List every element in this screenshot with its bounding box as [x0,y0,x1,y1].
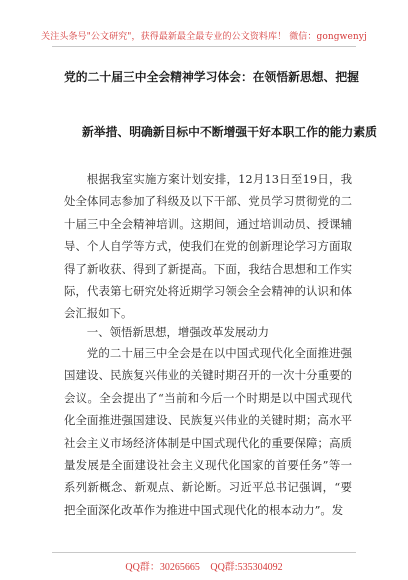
footer-divider [52,552,356,553]
body-paragraph-2: 党的二十届三中全会是在以中国式现代化全面推进强国建设、民族复兴伟业的关键时期召开的一次十分重要的会议。全会提出了“当前和今后一个时期是以中国式现代化全面推进强国建设、民族复兴伟业的关键时期；高水平社会主义市场经济体制是中国式现代化的重要保障；高质量发展是全面建设社会主义现代化国家的首要任务”等一系列新概念、新观点、新论断。习近平总书记强调，“要把全面深化改革作为推进中国式现代化的根本动力”。发 [64,346,352,517]
footer-qq-group-2: QQ群:535304092 [210,562,283,573]
footer-contact [0,558,408,573]
header-promo-note: 关注头条号"公文研究"，获得最新最全最专业的公文资料库！ 微信：gongwenyj [41,32,367,42]
body-paragraph-1: 根据我室实施方案计划安排，12月13日至19日，我处全体同志参加了科级及以下干部、党员学习贯彻党的二十届三中全会精神培训。这期间，通过培训动员、授课辅导、个人自学等方式，使我们在党的创新理论学习方面取得了新收获、得到了新提高。下面，我结合思想和工作实际，代表第七研究处将近期学习领会全会精神的认识和体会汇报如下。 [64,172,352,321]
document-title-line-2: 新举措、明确新目标中不断增强干好本职工作的能力素质 [82,125,377,139]
section-heading-1: 一、领悟新思想，增强改革发展动力 [86,325,270,339]
document-title-line-1: 党的二十届三中全会精神学习体会：在领悟新思想、把握 [64,70,359,84]
header-divider [52,46,356,47]
footer-qq-group-1: QQ群：30265665 [125,562,200,573]
